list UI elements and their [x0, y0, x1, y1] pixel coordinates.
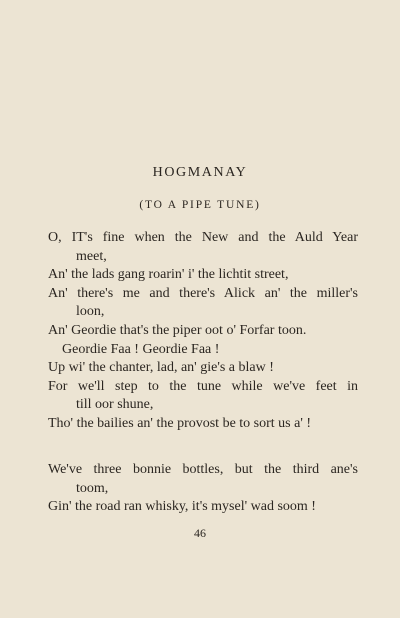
verse-line: We've three bonnie bottles, but the third ane's: [48, 462, 358, 477]
verse-line: For we'll step to the tune while we've feet in: [48, 378, 358, 394]
verse-line: Geordie Faa ! Geordie Faa !: [62, 341, 220, 357]
verse-line: Up wi' the chanter, lad, an' gie's a blaw !: [48, 360, 274, 376]
verse-line: An' there's me and there's Alick an' the miller's: [48, 285, 358, 301]
verse-line: O, IT's fine when the New and the Auld Year: [48, 230, 358, 245]
stanza-2: [48, 461, 358, 517]
verse-line: An' the lads gang roarin' i' the lichtit street,: [48, 267, 289, 283]
verse-line: Tho' the bailies an' the provost be to sort us a' !: [48, 415, 312, 431]
verse-line: An' Geordie that's the piper oot o' Forfar toon.: [48, 322, 307, 338]
page-number: 46: [194, 526, 206, 540]
poem-title: HOGMANAY: [152, 165, 248, 180]
verse-line: till oor shune,: [76, 397, 154, 413]
verse-line: meet,: [76, 248, 107, 264]
stanza-1: [48, 229, 358, 434]
poem-subtitle: (TO A PIPE TUNE): [139, 199, 261, 211]
verse-line: Gin' the road ran whisky, it's mysel' wad soom !: [48, 499, 316, 515]
verse-line: loon,: [76, 304, 105, 320]
verse-line: toom,: [76, 480, 109, 496]
